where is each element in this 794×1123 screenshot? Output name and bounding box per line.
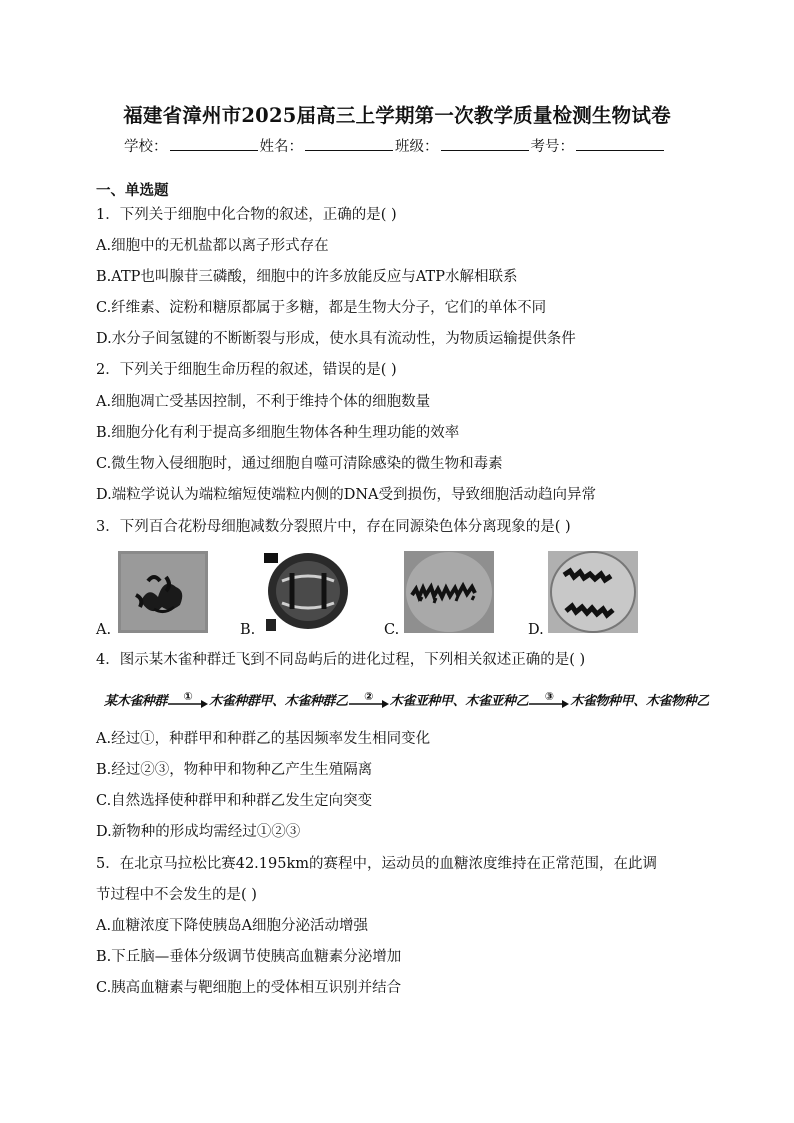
- q3-photo-a: [118, 551, 208, 633]
- exam-no-label: 考号：: [530, 139, 574, 155]
- q4-option-d: D.新物种的形成均需经过①②③: [96, 824, 301, 840]
- q1-option-b: B.ATP也叫腺苷三磷酸，细胞中的许多放能反应与ATP水解相联系: [96, 269, 518, 285]
- q4-option-c: C.自然选择使种群甲和种群乙发生定向突变: [96, 793, 373, 809]
- q3-photo-d: [548, 551, 638, 633]
- q3-photo-b: [262, 551, 352, 633]
- section-title: 一、单选题: [96, 182, 169, 199]
- arrow-right-icon: [529, 700, 569, 708]
- q4-option-a: A.经过①，种群甲和种群乙的基因频率发生相同变化: [96, 731, 431, 747]
- exam-no-blank: [576, 136, 664, 151]
- q4-stem: 4．图示某木雀种群迁飞到不同岛屿后的进化过程，下列相关叙述正确的是( ): [96, 652, 586, 668]
- q5-option-b: B.下丘脑—垂体分级调节使胰高血糖素分泌增加: [96, 949, 402, 965]
- arrow-right-icon: [349, 700, 389, 708]
- name-label: 姓名：: [259, 139, 303, 155]
- q3-label-b: B.: [240, 622, 256, 638]
- q3-label-d: D.: [528, 622, 544, 638]
- q2-option-c: C.微生物入侵细胞时，通过细胞自噬可清除感染的微生物和毒素: [96, 456, 503, 472]
- flow-arrow-3: [529, 691, 569, 708]
- q1-stem: 1．下列关于细胞中化合物的叙述，正确的是( ): [96, 207, 397, 223]
- q3-photo-c: [404, 551, 494, 633]
- flow-mid-1: 木雀种群甲、木雀种群乙: [209, 694, 348, 709]
- flow-mid-2: 木雀亚种甲、木雀亚种乙: [389, 694, 529, 709]
- school-blank: [170, 136, 258, 151]
- q4-option-b: B.经过②③，物种甲和物种乙产生生殖隔离: [96, 762, 373, 778]
- q1-option-a: A.细胞中的无机盐都以离子形式存在: [96, 238, 329, 254]
- flow-step-3: ③: [544, 690, 554, 703]
- q3-stem: 3．下列百合花粉母细胞减数分裂照片中，存在同源染色体分离现象的是( ): [96, 519, 571, 535]
- q1-option-c: C.纤维素、淀粉和糖原都属于多糖，都是生物大分子，它们的单体不同: [96, 300, 547, 316]
- q3-label-c: C.: [384, 622, 400, 638]
- class-blank: [441, 136, 529, 151]
- q5-option-c: C.胰高血糖素与靶细胞上的受体相互识别并结合: [96, 980, 402, 996]
- page-title: 福建省漳州市2025届高三上学期第一次教学质量检测生物试卷: [123, 104, 671, 127]
- q2-option-a: A.细胞凋亡受基因控制，不利于维持个体的细胞数量: [96, 394, 431, 410]
- flow-end: 木雀物种甲、木雀物种乙: [570, 694, 709, 709]
- flow-arrow-2: [349, 691, 389, 708]
- q5-stem-line-2: 节过程中不会发生的是( ): [96, 887, 257, 903]
- name-blank: [305, 136, 393, 151]
- q4-evolution-diagram: [104, 690, 709, 709]
- q2-stem: 2．下列关于细胞生命历程的叙述，错误的是( ): [96, 362, 397, 378]
- q5-stem-line-1: 5．在北京马拉松比赛42.195km的赛程中，运动员的血糖浓度维持在正常范围，在此调: [96, 856, 657, 872]
- q5-option-a: A.血糖浓度下降使胰岛A细胞分泌活动增强: [96, 918, 369, 934]
- class-label: 班级：: [395, 139, 439, 155]
- q1-option-d: D.水分子间氢键的不断断裂与形成，使水具有流动性，为物质运输提供条件: [96, 331, 576, 347]
- student-info-row: [124, 135, 666, 156]
- q2-option-b: B.细胞分化有利于提高多细胞生物体各种生理功能的效率: [96, 425, 460, 441]
- arrow-right-icon: [168, 700, 208, 708]
- school-label: 学校：: [124, 139, 168, 155]
- flow-step-1: ①: [183, 690, 193, 703]
- q3-label-a: A.: [96, 622, 112, 638]
- flow-step-2: ②: [364, 690, 374, 703]
- flow-arrow-1: [168, 691, 208, 708]
- flow-start: 某木雀种群: [104, 694, 168, 709]
- q2-option-d: D.端粒学说认为端粒缩短使端粒内侧的DNA受到损伤，导致细胞活动趋向异常: [96, 487, 596, 503]
